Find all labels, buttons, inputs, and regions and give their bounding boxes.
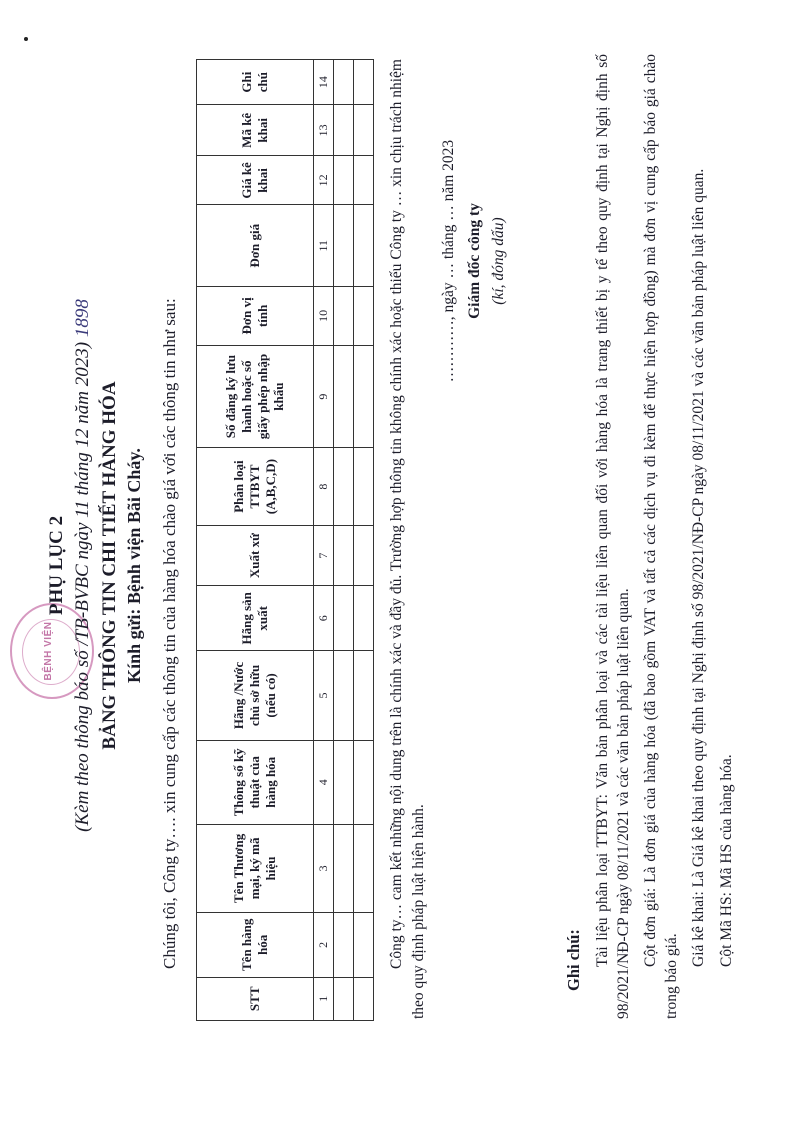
table-cell xyxy=(354,287,374,346)
note-item: Cột Mã HS: Mã HS của hàng hóa. xyxy=(718,754,735,967)
attached-note-text: (Kèm theo thông báo số /TB-BVBC ngày 11 tháng 12 năm 2023) xyxy=(72,341,93,832)
col-header: Số đăng ký lưu hành hoặc số giấy phép nhập khẩu xyxy=(197,345,314,448)
note-item: Cột đơn giá: Là đơn giá của hàng hóa (đã bao gồm VAT và tất cả các dịch vụ đi kèm để thực hiện hợp đồng) mà đơn vị cung cấp báo giá chào trong báo giá. xyxy=(642,54,681,1019)
notes-heading: Ghi chú: xyxy=(564,929,583,991)
column-number: 6 xyxy=(314,586,334,651)
col-header: Phân loại TTBYT (A,B,C,D) xyxy=(197,448,314,525)
col-header: STT xyxy=(197,977,314,1020)
signature-note: (kí, đóng dấu) xyxy=(490,217,507,305)
table-cell xyxy=(334,156,354,205)
col-header: Xuất xứ xyxy=(197,525,314,586)
col-header: Hãng sản xuất xyxy=(197,586,314,651)
column-number: 9 xyxy=(314,345,334,448)
column-number: 3 xyxy=(314,824,334,912)
signature-role: Giám đốc công ty xyxy=(466,203,483,319)
table-cell xyxy=(334,105,354,156)
table-cell xyxy=(334,525,354,586)
goods-info-table xyxy=(196,59,374,1021)
table-cell xyxy=(354,525,374,586)
table-cell xyxy=(354,586,374,651)
attached-note xyxy=(72,0,94,1131)
table-cell xyxy=(354,105,374,156)
intro-text: Chúng tôi, Công ty…. xin cung cấp các thông tin của hàng hóa chào giá với các thông tin như sau: xyxy=(160,298,179,969)
table-cell xyxy=(354,651,374,741)
col-header: Đơn giá xyxy=(197,205,314,287)
stamp-label: BỆNH VIỆN xyxy=(43,621,54,681)
table-header-row xyxy=(197,60,314,1021)
column-number: 14 xyxy=(314,60,334,105)
col-header: Đơn vị tính xyxy=(197,287,314,346)
col-header: Tên hàng hóa xyxy=(197,913,314,978)
table-cell xyxy=(354,913,374,978)
scan-speck xyxy=(24,37,28,41)
column-number: 13 xyxy=(314,105,334,156)
table-cell xyxy=(334,586,354,651)
table-cell xyxy=(334,824,354,912)
table-cell xyxy=(334,345,354,448)
column-number: 8 xyxy=(314,448,334,525)
column-number: 1 xyxy=(314,977,334,1020)
table-cell xyxy=(334,913,354,978)
commitment-text: Công ty… cam kết những nội dung trên là chính xác và đầy đủ. Trường hợp thông tin không chính xác hoặc thiếu Công ty … xin chịu trách nhiệm theo quy định pháp luật hiện hành. xyxy=(388,59,427,1019)
appendix-title: PHỤ LỤC 2 xyxy=(46,515,67,616)
column-number-row xyxy=(314,60,334,1021)
column-number: 12 xyxy=(314,156,334,205)
col-header: Mã kê khai xyxy=(197,105,314,156)
note-item: Giá kê khai: Là Giá kê khai theo quy định tại Nghị định số 98/2021/NĐ-CP ngày 08/11/2021 và các văn bản pháp luật liên quan. xyxy=(690,168,707,967)
column-number: 2 xyxy=(314,913,334,978)
table-cell xyxy=(354,345,374,448)
signature-date: …………, ngày … tháng … năm 2023 xyxy=(440,139,457,383)
table-cell xyxy=(354,156,374,205)
column-number: 5 xyxy=(314,651,334,741)
table-cell xyxy=(354,740,374,824)
table-cell xyxy=(354,977,374,1020)
table-cell xyxy=(354,60,374,105)
document-title: BẢNG THÔNG TIN CHI TIẾT HÀNG HÓA xyxy=(99,381,120,750)
table-cell xyxy=(334,651,354,741)
column-number: 11 xyxy=(314,205,334,287)
column-number: 10 xyxy=(314,287,334,346)
note-item: Tài liệu phân loại TTBYT: Văn bản phân loại và các tài liệu liên quan đối với hàng hóa là trang thiết bị y tế theo quy định tại Nghị định số 98/2021/NĐ-CP ngày 08/11/2021 và các văn bản pháp luật liên quan. xyxy=(594,54,633,1019)
table-cell xyxy=(334,740,354,824)
col-header: Hãng /Nước chủ sở hữu (nếu có) xyxy=(197,651,314,741)
addressee: Kính gửi: Bệnh viện Bãi Cháy. xyxy=(124,448,144,683)
col-header: Thông số kỹ thuật của hàng hóa xyxy=(197,740,314,824)
table-cell xyxy=(334,448,354,525)
table-cell xyxy=(354,448,374,525)
table-cell xyxy=(354,205,374,287)
column-number: 7 xyxy=(314,525,334,586)
table-cell xyxy=(334,205,354,287)
handwritten-doc-number: 1898 xyxy=(72,299,93,338)
col-header: Giá kê khai xyxy=(197,156,314,205)
table-row-empty xyxy=(334,60,354,1021)
col-header: Ghi chú xyxy=(197,60,314,105)
table-cell xyxy=(334,60,354,105)
table-cell xyxy=(354,824,374,912)
column-number: 4 xyxy=(314,740,334,824)
table-cell xyxy=(334,287,354,346)
table-cell xyxy=(334,977,354,1020)
col-header: Tên Thương mại, ký mã hiệu xyxy=(197,824,314,912)
table-row-empty xyxy=(354,60,374,1021)
